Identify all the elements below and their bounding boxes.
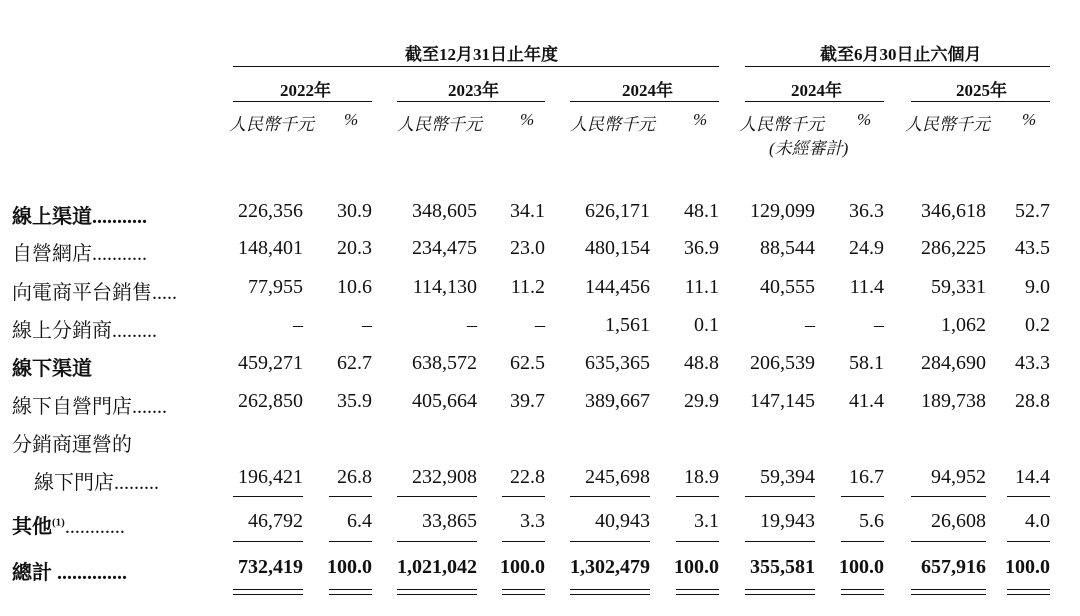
table-cell: – xyxy=(293,314,303,336)
total-top-rule-2025h1-pct xyxy=(1007,541,1050,542)
footnote-marker: (1) xyxy=(52,516,65,529)
total-double-rule-2024-amt xyxy=(570,589,650,595)
subtotal-rule-2025h1-pct xyxy=(1007,496,1050,497)
table-cell: 77,955 xyxy=(248,276,303,298)
table-cell: 262,850 xyxy=(238,390,303,412)
table-cell: 100.0 xyxy=(327,556,372,578)
table-cell: 148,401 xyxy=(238,237,303,259)
total-top-rule-2024h1-amt xyxy=(745,541,815,542)
table-cell: 11.4 xyxy=(849,276,884,298)
table-cell: 48.8 xyxy=(684,352,719,374)
table-cell: 6.4 xyxy=(347,510,372,532)
table-cell: 4.0 xyxy=(1025,510,1050,532)
row-label-ecommerce-platform-sales: 向電商平台銷售..... xyxy=(12,282,177,304)
table-cell: 58.1 xyxy=(849,352,884,374)
year-header-2024-h1: 2024年 xyxy=(791,81,842,100)
table-cell: 20.3 xyxy=(337,237,372,259)
total-double-rule-2023-amt xyxy=(397,589,477,595)
table-cell: 40,555 xyxy=(760,276,815,298)
table-cell: 657,916 xyxy=(921,556,986,578)
table-cell: 144,456 xyxy=(585,276,650,298)
table-cell: 1,062 xyxy=(941,314,986,336)
table-cell: 100.0 xyxy=(1005,556,1050,578)
table-cell: 0.1 xyxy=(694,314,719,336)
table-cell: 638,572 xyxy=(412,352,477,374)
row-label-offline-channel: 線下渠道 xyxy=(12,358,92,380)
header-rule-full-year xyxy=(233,66,719,67)
table-cell: 46,792 xyxy=(248,510,303,532)
table-cell: 33,865 xyxy=(422,510,477,532)
unit-pct-2023: % xyxy=(520,110,535,129)
table-cell: 88,544 xyxy=(760,237,815,259)
total-top-rule-2025h1-amt xyxy=(911,541,986,542)
unit-amount-2025-h1: 人民幣千元 xyxy=(905,115,990,134)
year-header-2025-h1: 2025年 xyxy=(956,81,1007,100)
subtotal-rule-2022-pct xyxy=(329,496,372,497)
table-cell: 52.7 xyxy=(1015,200,1050,222)
table-cell: 286,225 xyxy=(921,237,986,259)
table-cell: 14.4 xyxy=(1015,466,1050,488)
table-cell: 26.8 xyxy=(337,466,372,488)
unit-pct-2024-h1: % xyxy=(857,110,872,129)
table-cell: 62.7 xyxy=(337,352,372,374)
table-cell: 114,130 xyxy=(412,276,477,298)
table-cell: 346,618 xyxy=(921,200,986,222)
unit-pct-2024: % xyxy=(693,110,708,129)
table-cell: 480,154 xyxy=(585,237,650,259)
table-cell: 36.3 xyxy=(849,200,884,222)
subtotal-rule-2024-amt xyxy=(570,496,650,497)
table-cell: 34.1 xyxy=(510,200,545,222)
table-cell: 206,539 xyxy=(750,352,815,374)
table-cell: 626,171 xyxy=(585,200,650,222)
table-cell: 355,581 xyxy=(750,556,815,578)
table-cell: – xyxy=(467,314,477,336)
table-cell: 9.0 xyxy=(1025,276,1050,298)
table-cell: 196,421 xyxy=(238,466,303,488)
table-cell: 11.1 xyxy=(684,276,719,298)
subtotal-rule-2024-pct xyxy=(676,496,719,497)
row-label-others-text: 其他 xyxy=(12,516,52,538)
table-cell: 1,021,042 xyxy=(397,556,477,578)
total-top-rule-2024-amt xyxy=(570,541,650,542)
table-cell: 389,667 xyxy=(585,390,650,412)
table-cell: 11.2 xyxy=(510,276,545,298)
table-cell: 732,419 xyxy=(238,556,303,578)
table-cell: 59,394 xyxy=(760,466,815,488)
table-cell: 36.9 xyxy=(684,237,719,259)
total-top-rule-2024-pct xyxy=(676,541,719,542)
table-cell: 59,331 xyxy=(931,276,986,298)
total-top-rule-2023-amt xyxy=(397,541,477,542)
unit-pct-2025-h1: % xyxy=(1022,110,1037,129)
row-label-offline-stores: 線下門店......... xyxy=(34,472,159,494)
year-header-2024: 2024年 xyxy=(622,81,673,100)
table-cell: – xyxy=(874,314,884,336)
year-rule-2022 xyxy=(233,101,372,102)
unit-amount-2024: 人民幣千元 xyxy=(570,115,655,134)
total-top-rule-2024h1-pct xyxy=(841,541,884,542)
year-rule-2025-h1 xyxy=(911,101,1050,102)
row-label-others xyxy=(12,510,125,539)
table-cell: 43.5 xyxy=(1015,237,1050,259)
unaudited-note: (未經審計) xyxy=(769,139,849,158)
subtotal-rule-2024h1-pct xyxy=(841,496,884,497)
table-cell: 40,943 xyxy=(595,510,650,532)
total-double-rule-2025h1-amt xyxy=(911,589,986,595)
unit-amount-2023: 人民幣千元 xyxy=(397,115,482,134)
table-cell: 35.9 xyxy=(337,390,372,412)
year-header-2022: 2022年 xyxy=(280,81,331,100)
total-double-rule-2022-pct xyxy=(329,589,372,595)
subtotal-rule-2022-amt xyxy=(233,496,303,497)
table-cell: 5.6 xyxy=(859,510,884,532)
table-cell: 635,365 xyxy=(585,352,650,374)
subtotal-rule-2023-pct xyxy=(502,496,545,497)
year-rule-2024-h1 xyxy=(745,101,884,102)
table-cell: 18.9 xyxy=(684,466,719,488)
table-cell: 24.9 xyxy=(849,237,884,259)
period-header-full-year: 截至12月31日止年度 xyxy=(405,45,558,64)
year-header-2023: 2023年 xyxy=(448,81,499,100)
subtotal-rule-2025h1-amt xyxy=(911,496,986,497)
total-top-rule-2022-pct xyxy=(329,541,372,542)
table-cell: 29.9 xyxy=(684,390,719,412)
subtotal-rule-2023-amt xyxy=(397,496,477,497)
table-cell: 22.8 xyxy=(510,466,545,488)
table-cell: 23.0 xyxy=(510,237,545,259)
table-cell: 41.4 xyxy=(849,390,884,412)
total-double-rule-2025h1-pct xyxy=(1007,589,1050,595)
table-cell: 94,952 xyxy=(931,466,986,488)
table-cell: 129,099 xyxy=(750,200,815,222)
table-cell: 39.7 xyxy=(510,390,545,412)
table-cell: 3.1 xyxy=(694,510,719,532)
table-cell: 10.6 xyxy=(337,276,372,298)
year-rule-2024 xyxy=(570,101,719,102)
table-cell: 245,698 xyxy=(585,466,650,488)
table-cell: 3.3 xyxy=(520,510,545,532)
table-cell: 62.5 xyxy=(510,352,545,374)
table-cell: 100.0 xyxy=(500,556,545,578)
unit-amount-2022: 人民幣千元 xyxy=(229,115,314,134)
row-label-online-channel: 線上渠道........... xyxy=(12,206,147,228)
table-cell: 147,145 xyxy=(750,390,815,412)
table-cell: 234,475 xyxy=(412,237,477,259)
header-rule-six-months xyxy=(745,66,1050,67)
table-cell: 19,943 xyxy=(760,510,815,532)
table-cell: 1,561 xyxy=(605,314,650,336)
row-label-others-dots: ............ xyxy=(64,516,125,538)
table-cell: 26,608 xyxy=(931,510,986,532)
table-cell: 348,605 xyxy=(412,200,477,222)
subtotal-rule-2024h1-amt xyxy=(745,496,815,497)
unit-amount-2024-h1: 人民幣千元 xyxy=(739,115,824,134)
table-cell: 100.0 xyxy=(674,556,719,578)
table-cell: 16.7 xyxy=(849,466,884,488)
total-double-rule-2024-pct xyxy=(676,589,719,595)
total-top-rule-2023-pct xyxy=(502,541,545,542)
row-label-self-operated-offline-stores: 線下自營門店....... xyxy=(12,396,167,418)
table-cell: – xyxy=(362,314,372,336)
total-double-rule-2023-pct xyxy=(502,589,545,595)
table-cell: 1,302,479 xyxy=(570,556,650,578)
table-cell: – xyxy=(805,314,815,336)
unit-pct-2022: % xyxy=(344,110,359,129)
total-double-rule-2024h1-amt xyxy=(745,589,815,595)
table-cell: 28.8 xyxy=(1015,390,1050,412)
year-rule-2023 xyxy=(397,101,545,102)
table-cell: – xyxy=(535,314,545,336)
table-cell: 0.2 xyxy=(1025,314,1050,336)
row-label-distributor-operated: 分銷商運營的 xyxy=(12,434,132,456)
period-header-six-months: 截至6月30日止六個月 xyxy=(820,45,982,64)
total-double-rule-2022-amt xyxy=(233,589,303,595)
total-top-rule-2022-amt xyxy=(233,541,303,542)
table-cell: 48.1 xyxy=(684,200,719,222)
total-double-rule-2024h1-pct xyxy=(841,589,884,595)
table-cell: 30.9 xyxy=(337,200,372,222)
table-cell: 100.0 xyxy=(839,556,884,578)
row-label-self-operated-online-store: 自營網店........... xyxy=(12,243,147,265)
table-cell: 226,356 xyxy=(238,200,303,222)
table-cell: 284,690 xyxy=(921,352,986,374)
table-cell: 459,271 xyxy=(238,352,303,374)
table-cell: 232,908 xyxy=(412,466,477,488)
table-cell: 189,738 xyxy=(921,390,986,412)
table-cell: 43.3 xyxy=(1015,352,1050,374)
table-cell: 405,664 xyxy=(412,390,477,412)
row-label-total: 總計 .............. xyxy=(12,562,127,584)
row-label-online-distributors: 線上分銷商......... xyxy=(12,320,157,342)
